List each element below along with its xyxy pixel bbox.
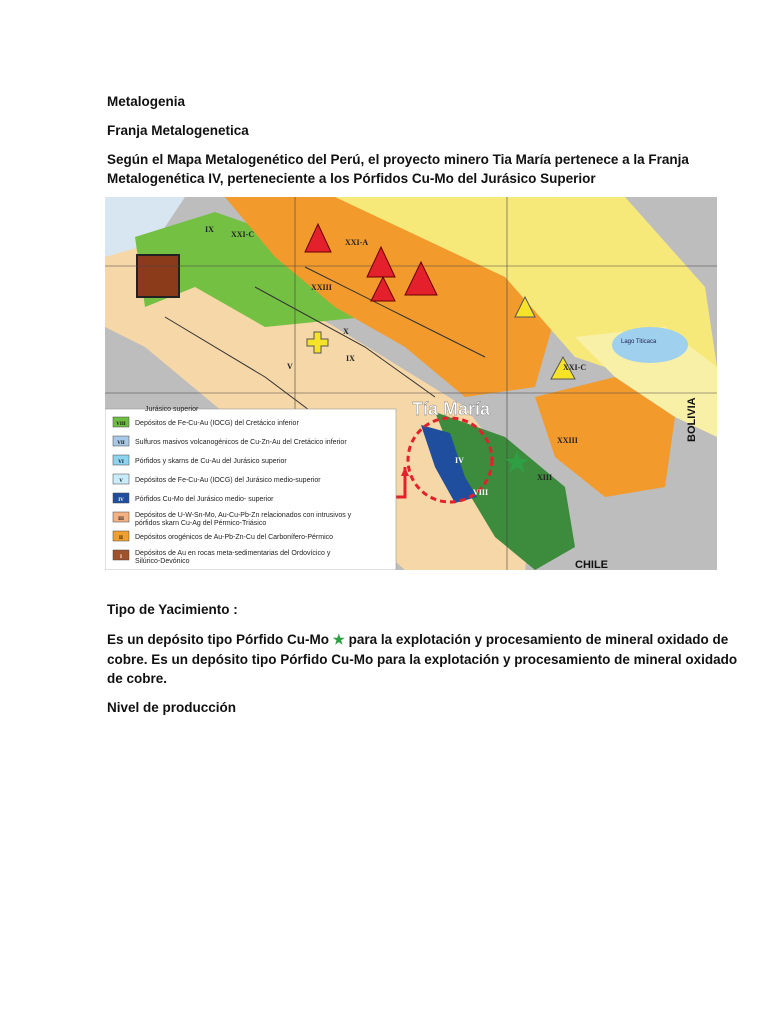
- map-legend: [105, 406, 396, 570]
- tipo-line-2: cobre. Es un depósito tipo Pórfido Cu-Mo para la explotación y procesamiento de mineral oxidado: [107, 652, 738, 667]
- heading-metalogenia: Metalogenia: [107, 94, 186, 109]
- deposit-box: [137, 255, 179, 297]
- legend-text: Sulfuros masivos volcanogénicos de Cu-Zn-Au del Cretácico inferior: [135, 439, 347, 446]
- metallogenic-map: [105, 197, 717, 570]
- nivel-heading: Nivel de producción: [107, 700, 237, 715]
- legend-text-cont: Silúrico-Devónico: [135, 558, 190, 565]
- tipo-heading: Tipo de Yacimiento :: [107, 602, 238, 617]
- legend-code: III: [118, 517, 124, 522]
- intro-line-2: Metalogenética IV, perteneciente a los Pórfidos Cu-Mo del Jurásico Superior: [107, 171, 596, 186]
- belt-label: IX: [205, 225, 214, 234]
- belt-label: V: [287, 362, 293, 371]
- legend-code: VIII: [116, 422, 126, 427]
- belt-label: X: [343, 327, 349, 336]
- belt-label: IX: [346, 354, 355, 363]
- lake-titicaca: [612, 327, 688, 363]
- legend-code: V: [119, 479, 123, 484]
- legend-text-cont: pórfidos skarn Cu-Ag del Pérmico-Triásico: [135, 520, 267, 527]
- star-icon: ★: [332, 632, 345, 647]
- legend-text: Pórfidos Cu-Mo del Jurásico medio- superior: [135, 496, 274, 503]
- belt-label: XIII: [537, 473, 553, 482]
- belt-label: XXIII: [557, 436, 578, 445]
- intro-line-1: Según el Mapa Metalogenético del Perú, el proyecto minero Tia María pertenece a la Franja: [107, 152, 689, 167]
- tipo-line-1b: para la explotación y procesamiento de mineral oxidado de: [344, 632, 729, 647]
- legend-text: Depósitos de U-W-Sn-Mo, Au-Cu-Pb-Zn relacionados con intrusivos y: [135, 512, 352, 519]
- legend-code: I: [120, 555, 122, 560]
- tipo-line-1a: Es un depósito tipo Pórfido Cu-Mo: [107, 632, 333, 647]
- legend-code: IV: [118, 498, 124, 503]
- legend-partial: Jurásico superior: [145, 406, 199, 413]
- legend-text: Pórfidos y skarns de Cu-Au del Jurásico superior: [135, 458, 287, 465]
- legend-text: Depósitos de Fe-Cu-Au (IOCG) del Cretácico inferior: [135, 420, 299, 427]
- belt-label: XXI-A: [345, 238, 369, 247]
- legend-code: VII: [117, 441, 125, 446]
- tipo-line-3: de cobre.: [107, 671, 168, 686]
- belt-label: XXIII: [311, 283, 332, 292]
- legend-text: Depósitos de Fe-Cu-Au (IOCG) del Jurásico medio-superior: [135, 477, 321, 484]
- lake-label: Lago Titicaca: [621, 339, 657, 345]
- belt-label: IV: [455, 456, 464, 465]
- project-label: Tía María: [412, 399, 491, 419]
- heading-franja: Franja Metalogenetica: [107, 123, 249, 138]
- country-bolivia: BOLIVIA: [686, 397, 698, 442]
- belt-label: VIII: [473, 488, 489, 497]
- legend-text: Depósitos orogénicos de Au-Pb-Zn-Cu del Carbonífero-Pérmico: [135, 534, 334, 541]
- legend-text: Depósitos de Au en rocas meta-sedimentarias del Ordovícico y: [135, 550, 331, 557]
- country-chile: CHILE: [575, 559, 608, 570]
- belt-label: XXI-C: [231, 230, 255, 239]
- legend-code: II: [119, 536, 123, 541]
- tipo-line-1: [107, 630, 728, 649]
- belt-label: XXI-C: [563, 363, 587, 372]
- legend-code: VI: [118, 460, 124, 465]
